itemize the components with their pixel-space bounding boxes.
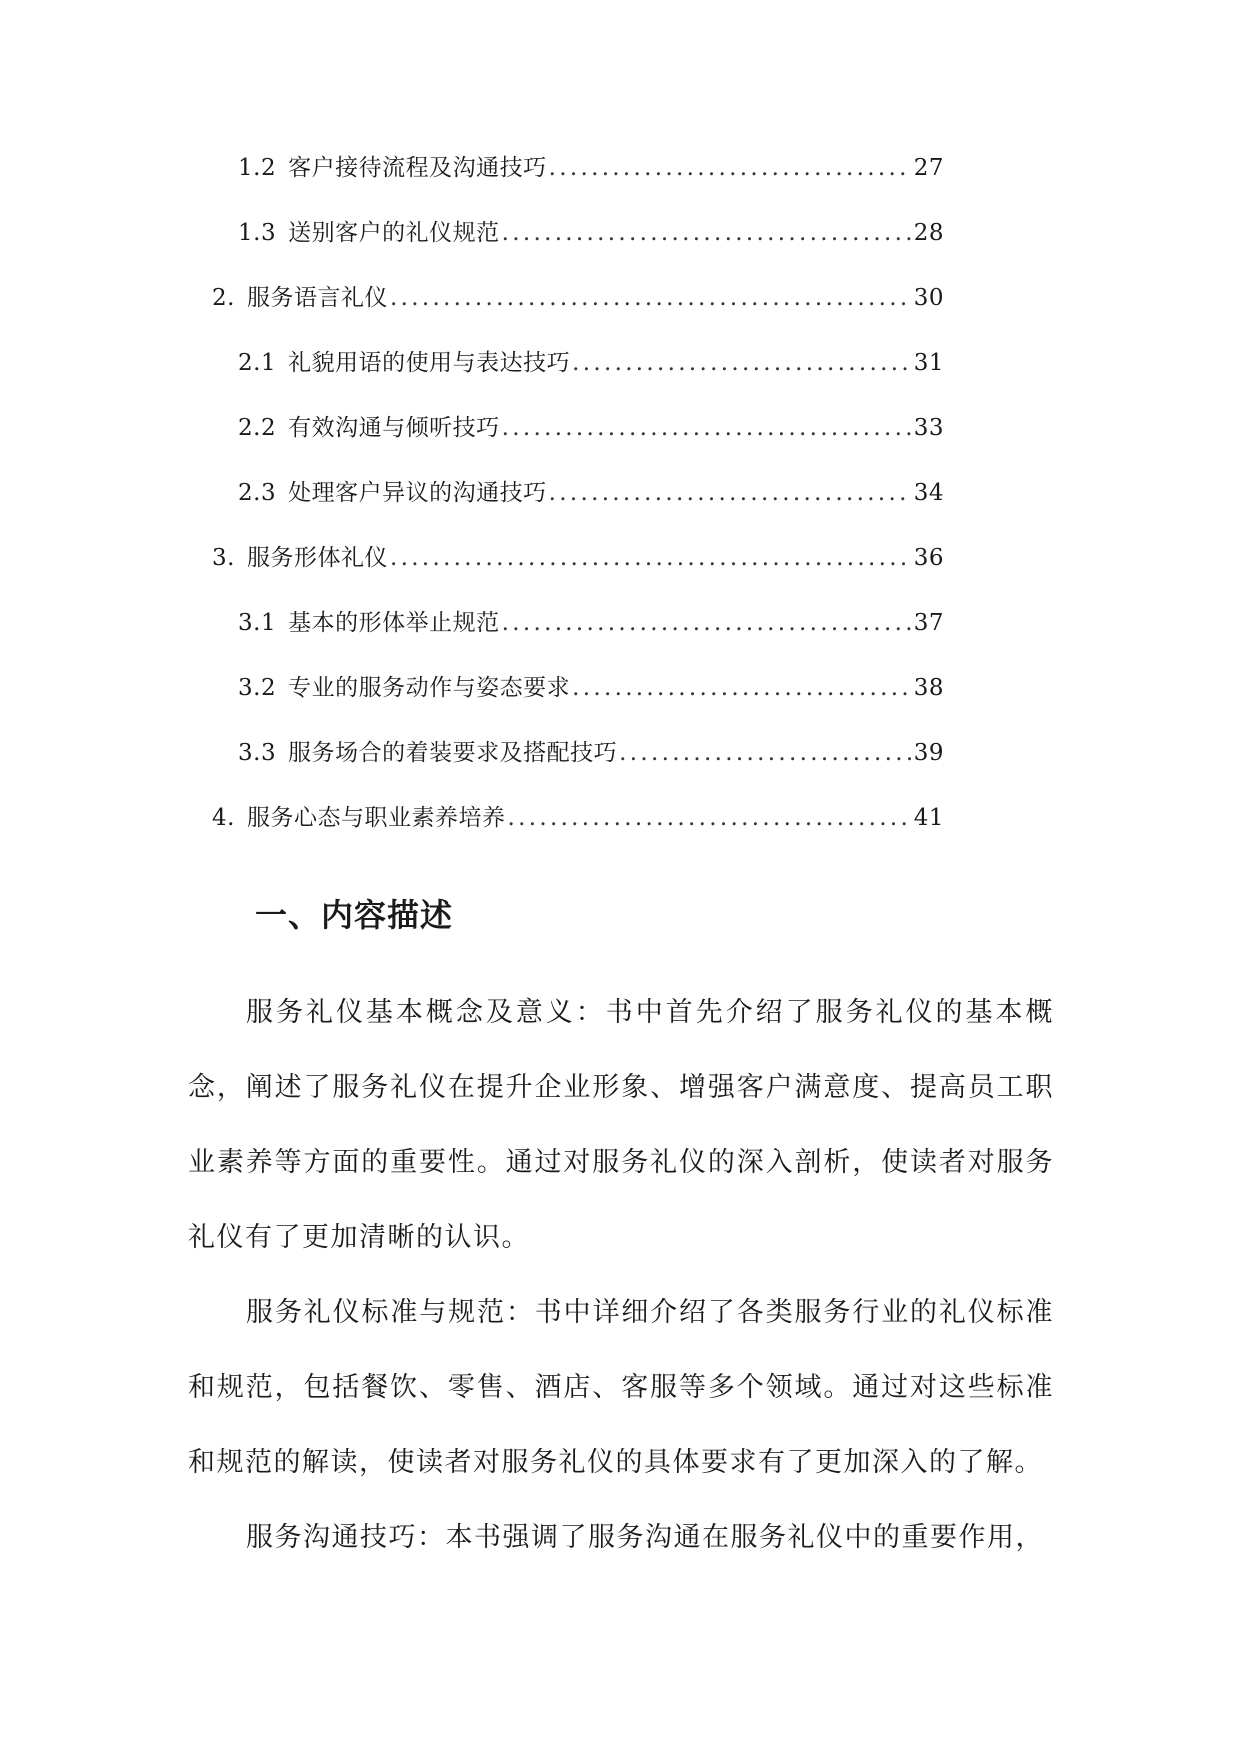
toc-dot-leader: [502, 603, 912, 643]
section-body: [188, 975, 1054, 1575]
toc-dot-leader: [572, 668, 912, 708]
toc-dot-leader: [619, 733, 912, 773]
toc-entry-number: 2.3: [238, 480, 277, 506]
toc-entry[interactable]: [238, 603, 944, 643]
toc-entry-title: 有效沟通与倾听技巧: [288, 415, 500, 441]
toc-entry[interactable]: [212, 538, 944, 578]
toc-entry-page: 41: [913, 805, 944, 831]
toc-dot-leader: [390, 538, 912, 578]
toc-entry-number: 1.2: [238, 155, 277, 181]
toc-entry-title: 服务语言礼仪: [246, 285, 388, 311]
toc-entry-page: 39: [913, 740, 944, 766]
toc-entry-title: 处理客户异议的沟通技巧: [288, 480, 547, 506]
toc-dot-leader: [502, 408, 912, 448]
toc-entry-page: 31: [913, 350, 944, 376]
toc-entry-page: 28: [913, 220, 944, 246]
toc-entry[interactable]: [238, 148, 944, 188]
section-heading: 一、内容描述: [255, 896, 454, 934]
toc-entry[interactable]: [238, 668, 944, 708]
toc-entry[interactable]: [212, 798, 944, 838]
toc-entry-title: 基本的形体举止规范: [288, 610, 500, 636]
toc-entry[interactable]: [238, 473, 944, 513]
toc-entry[interactable]: [238, 213, 944, 253]
toc-entry-number: 4.: [212, 805, 235, 831]
toc-entry-page: 33: [913, 415, 944, 441]
toc-entry[interactable]: [212, 278, 944, 318]
toc-entry-number: 2.1: [238, 350, 277, 376]
toc-entry-number: 3.1: [238, 610, 277, 636]
body-paragraph: 服务礼仪基本概念及意义：书中首先介绍了服务礼仪的基本概念，阐述了服务礼仪在提升企业形象、增强客户满意度、提高员工职业素养等方面的重要性。通过对服务礼仪的深入剖析，使读者对服务礼仪有了更加清晰的认识。: [188, 997, 1054, 1253]
toc-entry[interactable]: [238, 343, 944, 383]
toc-entry-title: 服务场合的着装要求及搭配技巧: [288, 740, 618, 766]
toc-entry-page: 34: [913, 480, 944, 506]
toc-dot-leader: [390, 278, 912, 318]
toc-dot-leader: [507, 798, 911, 838]
toc-entry-number: 2.: [212, 285, 235, 311]
toc-entry-number: 3.2: [238, 675, 277, 701]
body-paragraph: 服务礼仪标准与规范：书中详细介绍了各类服务行业的礼仪标准和规范，包括餐饮、零售、酒店、客服等多个领域。通过对这些标准和规范的解读，使读者对服务礼仪的具体要求有了更加深入的了解。: [188, 1297, 1054, 1478]
toc-entry-title: 服务心态与职业素养培养: [246, 805, 506, 831]
toc-entry-page: 37: [913, 610, 944, 636]
toc-entry-page: 38: [913, 675, 944, 701]
toc-entry-number: 3.: [212, 545, 235, 571]
toc-entry-title: 送别客户的礼仪规范: [288, 220, 500, 246]
toc-entry-title: 礼貌用语的使用与表达技巧: [288, 350, 571, 376]
toc-entry-number: 3.3: [238, 740, 277, 766]
body-paragraph: 服务沟通技巧：本书强调了服务沟通在服务礼仪中的重要作用，: [246, 1522, 1044, 1553]
toc-entry-number: 2.2: [238, 415, 277, 441]
toc-dot-leader: [502, 213, 912, 253]
toc-entry[interactable]: [238, 408, 944, 448]
toc-entry-title: 服务形体礼仪: [246, 545, 388, 571]
toc-dot-leader: [572, 343, 912, 383]
toc-entry-page: 36: [913, 545, 944, 571]
toc-entry-page: 27: [913, 155, 944, 181]
toc-entry[interactable]: [238, 733, 944, 773]
toc-entry-title: 专业的服务动作与姿态要求: [288, 675, 571, 701]
toc-entry-page: 30: [913, 285, 944, 311]
toc-entry-title: 客户接待流程及沟通技巧: [288, 155, 547, 181]
toc-entry-number: 1.3: [238, 220, 277, 246]
toc-dot-leader: [549, 473, 912, 513]
toc-dot-leader: [549, 148, 912, 188]
